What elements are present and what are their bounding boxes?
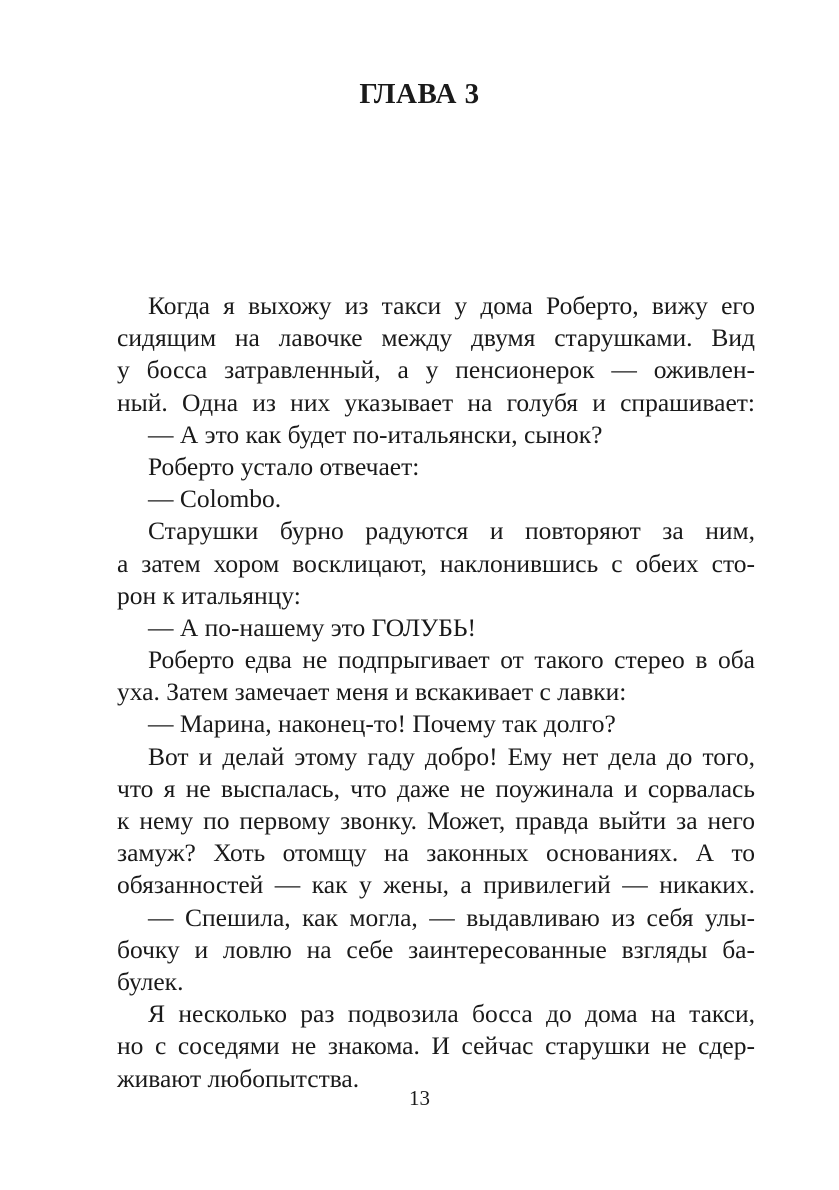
- text-line: живают любопытства.: [117, 1063, 360, 1093]
- text-line: бочку и ловлю на себе заинтересованные взгляды ба-: [117, 934, 755, 964]
- text-line: — Марина, наконец-то! Почему так долго?: [148, 709, 616, 739]
- text-line: — Спешила, как могла, — выдавливаю из себя улы-: [148, 902, 755, 932]
- text-line: Роберто устало отвечает:: [148, 451, 420, 481]
- text-line: Когда я выхожу из такси у дома Роберто, вижу его: [148, 291, 755, 320]
- body-text: [117, 290, 755, 1095]
- text-line: Старушки бурно радуются и повторяют за ним,: [148, 516, 755, 546]
- text-line: рон к итальянцу:: [117, 580, 301, 610]
- chapter-title: ГЛАВА 3: [359, 78, 480, 110]
- text-line: уха. Затем замечает меня и вскакивает с лавки:: [117, 677, 627, 707]
- text-line: Я несколько раз подвозила босса до дома на такси,: [148, 999, 755, 1029]
- text-line: у босса затравленный, а у пенсионерок — оживлен-: [117, 355, 755, 385]
- text-line: Вот и делай этому гаду добро! Ему нет дела до того,: [148, 741, 755, 771]
- text-line: а затем хором восклицают, наклонившись с обеих сто-: [117, 548, 755, 578]
- text-line: что я не выспалась, что даже не поужинала и сорвалась: [117, 773, 755, 803]
- text-line: булек.: [117, 966, 184, 996]
- text-line: обязанностей — как у жены, а привилегий — никаких.: [117, 870, 755, 900]
- text-line: ный. Одна из них указывает на голубя и спрашивает:: [117, 387, 755, 417]
- page-number: 13: [409, 1086, 430, 1110]
- text-line: — Colombo.: [148, 484, 282, 514]
- text-line: — А по-нашему это ГОЛУБЬ!: [148, 612, 476, 642]
- text-line: к нему по первому звонку. Может, правда выйти за него: [117, 806, 755, 835]
- text-line: но с соседями не знакома. И сейчас старушки не сдер-: [117, 1031, 755, 1061]
- text-line: замуж? Хоть отомщу на законных основаниях. А то: [117, 838, 755, 868]
- text-line: Роберто едва не подпрыгивает от такого стерео в оба: [148, 645, 755, 675]
- text-line: — А это как будет по-итальянски, сынок?: [148, 419, 603, 449]
- text-line: сидящим на лавочке между двумя старушками. Вид: [117, 323, 755, 353]
